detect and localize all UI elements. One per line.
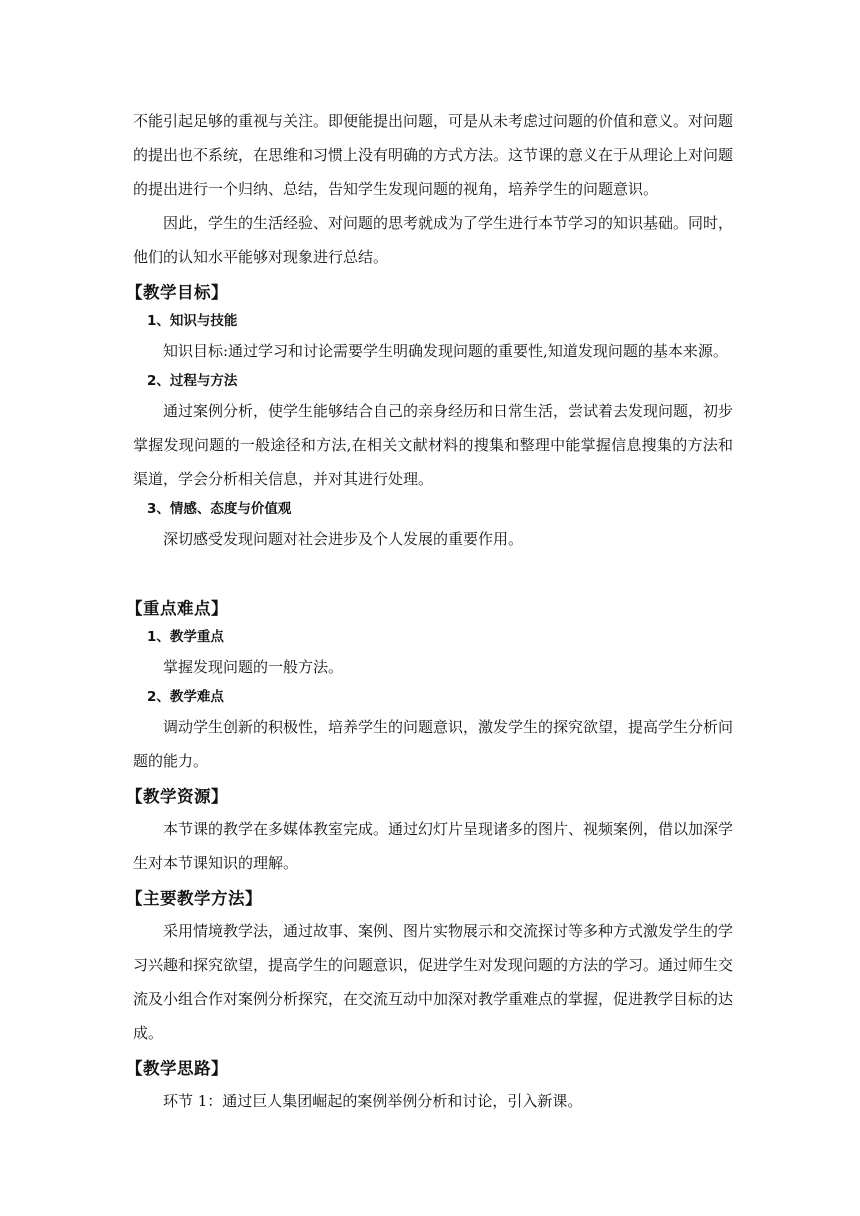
objectives-text-1: 知识目标:通过学习和讨论需要学生明确发现问题的重要性,知道发现问题的基本来源。 bbox=[163, 342, 728, 360]
approach-text: 环节 1：通过巨人集团崛起的案例举例分析和讨论，引入新课。 bbox=[163, 1092, 583, 1110]
intro-paragraph-1: 不能引起足够的重视与关注。即便能提出问题，可是从未考虑过问题的价值和意义。对问题的提出也不系统，在思维和习惯上没有明确的方式方法。这节课的意义在于从理论上对问题的提出进行一个归纳、总结，告知学生发现问题的视角，培养学生的问题意识。 bbox=[133, 112, 734, 198]
objectives-text-3: 深切感受发现问题对社会进步及个人发展的重要作用。 bbox=[163, 530, 524, 548]
intro-paragraph-2: 因此，学生的生活经验、对问题的思考就成为了学生进行本节学习的知识基础。同时，他们的认知水平能够对现象进行总结。 bbox=[133, 214, 734, 266]
objectives-text-2: 通过案例分析，使学生能够结合自己的亲身经历和日常生活，尝试着去发现问题，初步掌握发现问题的一般途径和方法,在相关文献材料的搜集和整理中能掌握信息搜集的方法和渠道，学会分析相关信息，并对其进行处理。 bbox=[133, 402, 734, 488]
objectives-subheading-3: 3、情感、态度与价值观 bbox=[147, 501, 292, 517]
methods-text: 采用情境教学法，通过故事、案例、图片实物展示和交流探讨等多种方式激发学生的学习兴趣和探究欲望，提高学生的问题意识，促进学生对发现问题的方法的学习。通过师生交流及小组合作对案例分析探究，在交流互动中加深对教学重难点的掌握，促进教学目标的达成。 bbox=[133, 922, 734, 1042]
keypoints-text-1: 掌握发现问题的一般方法。 bbox=[163, 658, 344, 676]
blank-line bbox=[133, 556, 733, 590]
keypoints-heading: 【重点难点】 bbox=[126, 599, 228, 618]
resources-heading: 【教学资源】 bbox=[126, 787, 228, 806]
keypoints-text-2: 调动学生创新的积极性，培养学生的问题意识，激发学生的探究欲望，提高学生分析问题的能力。 bbox=[133, 718, 734, 770]
resources-text: 本节课的教学在多媒体教室完成。通过幻灯片呈现诸多的图片、视频案例，借以加深学生对本节课知识的理解。 bbox=[133, 820, 734, 872]
keypoints-subheading-2: 2、教学难点 bbox=[147, 689, 224, 705]
objectives-heading: 【教学目标】 bbox=[126, 283, 228, 302]
keypoints-subheading-1: 1、教学重点 bbox=[147, 629, 224, 645]
approach-heading: 【教学思路】 bbox=[126, 1059, 228, 1078]
document-page bbox=[126, 104, 734, 1118]
objectives-subheading-1: 1、知识与技能 bbox=[147, 313, 238, 329]
objectives-subheading-2: 2、过程与方法 bbox=[147, 373, 238, 389]
methods-heading: 【主要教学方法】 bbox=[126, 889, 262, 908]
